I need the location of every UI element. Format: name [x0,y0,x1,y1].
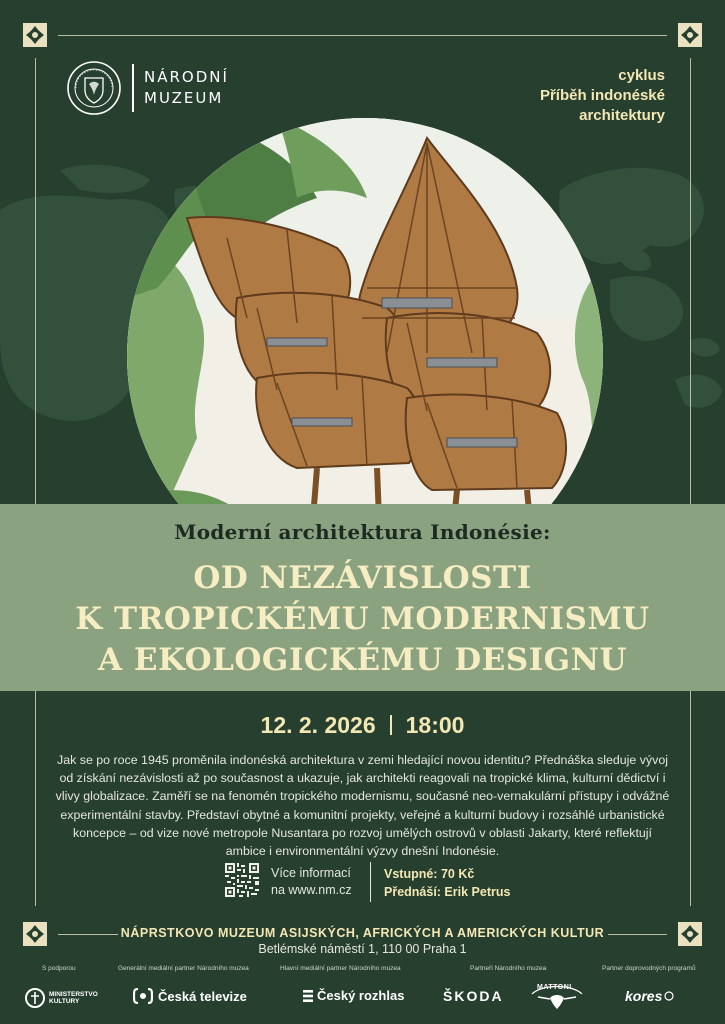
info-divider [370,862,371,902]
corner-ornament-icon [678,23,702,47]
title-line-1: OD NEZÁVISLOSTI [193,560,532,596]
ceska-televize-logo[interactable] [133,988,247,1004]
logo-line-1: NÁRODNÍ [144,68,229,86]
rozhlas-name: Český rozhlas [317,988,405,1003]
frame-top-line [58,35,667,36]
kores-name: kores [625,988,663,1004]
series-line-3: architektury [579,107,665,124]
corner-ornament-icon [23,23,47,47]
ministry-emblem-icon [25,988,45,1008]
event-datetime [0,712,725,739]
frame-right-line [690,58,691,504]
venue-address: Betlémské náměstí 1, 110 00 Praha 1 [258,942,467,956]
ct-emblem-icon [133,988,153,1004]
qr-code-icon[interactable] [225,863,259,897]
title-line-3: A EKOLOGICKÉMU DESIGNU [98,642,627,678]
sponsor-label-programs: Partner doprovodných programů [602,965,696,972]
event-title [0,558,725,681]
logo-wordmark [144,67,229,109]
ministry-of-culture-logo[interactable] [25,988,98,1008]
event-details [384,865,510,901]
logo-divider [132,64,134,112]
frame-left-line [35,58,36,504]
more-info-text[interactable] [271,865,352,899]
event-subtitle: Moderní architektura Indonésie: [174,520,551,544]
rozhlas-emblem-icon [303,989,313,1003]
event-time: 18:00 [405,712,465,738]
venue-name: NÁPRSTKOVO MUZEUM ASIJSKÝCH, AFRICKÝCH A AMERICKÝCH KULTUR [120,926,605,940]
series-line-1: cyklus [618,67,665,84]
more-info-line-1: Více informací [271,866,351,880]
kores-mark-icon [664,991,674,1001]
skoda-name: ŠKODA [443,988,504,1004]
sponsor-label-main-media: Hlavní mediální partner Národního muzea [280,965,401,972]
ministry-line-1: MINISTERSTVO [49,990,98,998]
ct-name: Česká televize [158,988,247,1004]
logo-line-2: MUZEUM [144,89,224,107]
mattoni-name: MATTONI [537,984,572,991]
title-line-2: K TROPICKÉMU MODERNISMU [75,601,650,637]
event-description: Jak se po roce 1945 proměnila indonéská architektura v zemi hledající novou identitu? Přednáška sleduje vývoj od získání nezávislosti až po současnost a ukazuje, jak architekti reagovali na tropické klima, kulturní dědictví i vlivy globalizace. Zaměří se na fenomén tropického modernismu, současné neo-vernakulární přístupy i odvážné experimentální stavby. Představí obytné a komunitní projekty, veřejné a kulturní budovy i rozsáhlé urbanistické koncepce – od vize nové metropole Nusantara po rozvoj umělých ostrovů v oblasti Jakarty, které reflektují ambice i environmentální výzvy dnešní Indonésie. [55,753,670,859]
more-info-link[interactable]: na www.nm.cz [271,883,352,897]
kores-logo[interactable] [625,988,674,1004]
museum-seal-icon [66,60,122,116]
series-label [540,66,665,126]
event-date: 12. 2. 2026 [260,712,376,738]
sponsor-label-general-media: Generální mediální partner Národního muzea [118,965,249,972]
ministry-name [49,991,98,1006]
sponsor-label-support: S podporou [42,965,76,972]
series-line-2: Příběh indonéské [539,87,665,104]
skoda-logo[interactable] [443,988,504,1004]
cesky-rozhlas-logo[interactable] [303,988,404,1003]
national-museum-logo[interactable] [66,60,229,116]
ministry-line-2: KULTURY [49,998,80,1005]
sponsor-label-partners: Partneři Národního muzea [470,965,547,972]
entry-fee: Vstupné: 70 Kč [384,867,475,881]
mattoni-logo[interactable] [528,982,586,1010]
lecturer: Přednáší: Erik Petrus [384,885,511,899]
date-divider [390,715,392,735]
